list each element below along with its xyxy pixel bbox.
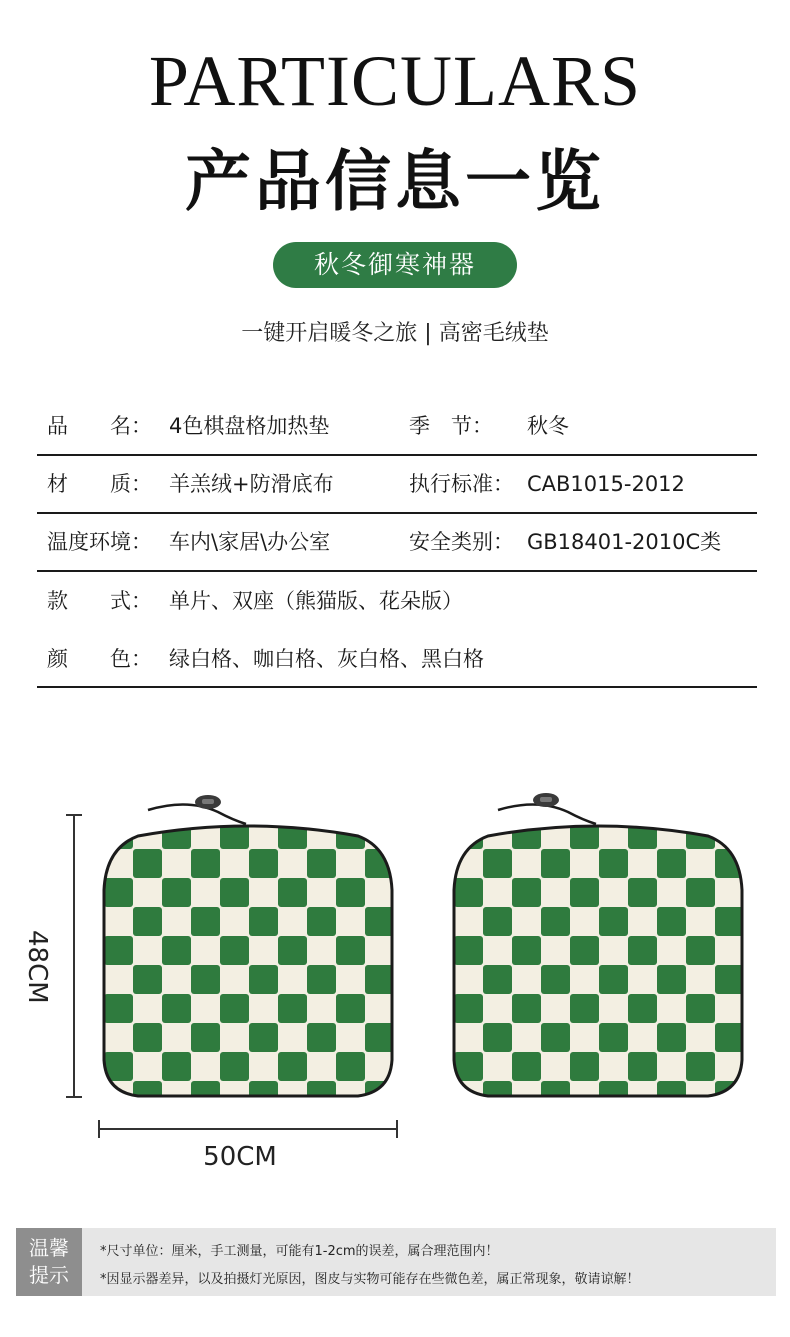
spec-key: 安全类别： [409,530,514,554]
check-square [541,1023,570,1052]
check-square [686,936,715,965]
check-square [104,820,133,849]
spec-row-environment [37,513,757,571]
check-square [278,994,307,1023]
check-square [628,878,657,907]
check-square [512,1052,541,1081]
notice-line-1: *尺寸单位：厘米，手工测量，可能有1-2cm的误差，属合理范围内！ [100,1244,499,1259]
spec-row-style [37,572,757,630]
height-label: 48CM [22,930,52,1004]
check-square [628,820,657,849]
check-square [512,820,541,849]
check-square [394,1052,398,1081]
check-square [307,1081,336,1102]
check-square [162,820,191,849]
check-square [162,936,191,965]
check-square [249,849,278,878]
check-square [599,849,628,878]
check-square [454,878,483,907]
cushion-left-image [98,790,398,1102]
check-square [336,878,365,907]
check-square [220,1052,249,1081]
check-square [715,1023,744,1052]
check-square [599,1081,628,1102]
width-dimension-line [98,1120,398,1138]
spec-row-name [37,397,757,455]
spec-key: 品 名： [47,414,152,438]
check-square [133,849,162,878]
check-square [191,907,220,936]
title-chinese: 产品信息一览 [185,143,605,220]
spec-key: 温度环境： [47,530,152,554]
check-square [220,994,249,1023]
spec-value: 单片、双座（熊猫版、花朵版） [169,589,463,613]
spec-value: 4色棋盘格加热垫 [169,414,330,438]
check-square [133,907,162,936]
check-square [249,1023,278,1052]
check-square [744,820,748,849]
spec-value: 绿白格、咖白格、灰白格、黑白格 [169,647,484,671]
spec-key: 款 式： [47,589,152,613]
spec-value: 秋冬 [527,414,569,438]
check-square [657,1023,686,1052]
check-square [541,907,570,936]
check-square [365,965,394,994]
check-square [657,849,686,878]
check-square [715,1081,744,1102]
check-square [307,849,336,878]
check-square [278,936,307,965]
spec-key: 材 质： [47,472,152,496]
check-square [162,878,191,907]
check-square [394,878,398,907]
check-square [570,1052,599,1081]
notice-tag-line: 提示 [29,1263,69,1287]
check-square [657,1081,686,1102]
check-square [394,994,398,1023]
check-square [336,936,365,965]
spec-row-material [37,455,757,513]
check-square [483,1023,512,1052]
spec-key: 颜 色： [47,647,152,671]
check-square [162,1052,191,1081]
check-square [483,907,512,936]
check-square [686,878,715,907]
check-square [628,1052,657,1081]
check-square [394,820,398,849]
check-square [715,907,744,936]
spec-value: 羊羔绒+防滑底布 [169,472,334,496]
spec-value: CAB1015-2012 [527,472,685,496]
check-square [454,936,483,965]
spec-value: 车内\家居\办公室 [169,530,331,554]
width-label: 50CM [203,1142,277,1172]
check-square [599,907,628,936]
check-square [191,1023,220,1052]
check-square [744,1052,748,1081]
check-square [133,965,162,994]
check-square [307,907,336,936]
check-square [541,849,570,878]
season-badge: 秋冬御寒神器 [273,242,517,288]
check-square [512,936,541,965]
check-square [541,1081,570,1102]
check-square [191,849,220,878]
check-square [657,907,686,936]
check-square [336,994,365,1023]
check-square [191,965,220,994]
check-square [686,1052,715,1081]
check-square [220,878,249,907]
check-square [744,936,748,965]
tagline: 一键开启暖冬之旅 | 高密毛绒垫 [241,321,549,346]
spec-key: 执行标准： [409,472,514,496]
check-square [133,1081,162,1102]
check-square [599,1023,628,1052]
check-square [744,994,748,1023]
check-square [657,965,686,994]
check-square [278,820,307,849]
check-square [394,936,398,965]
check-square [249,1081,278,1102]
cushion-right-image [448,790,748,1102]
check-square [512,994,541,1023]
spec-row-color [37,630,757,688]
notice-line-2: *因显示器差异，以及拍摄灯光原因，图皮与实物可能存在些微色差，属正常现象，敬请谅解！ [100,1272,640,1287]
check-square [307,965,336,994]
check-square [249,907,278,936]
check-square [365,907,394,936]
check-square [336,1052,365,1081]
check-square [599,965,628,994]
check-square [744,878,748,907]
check-square [104,936,133,965]
title-english: PARTICULARS [148,41,642,121]
notice-box [16,1228,776,1296]
check-square [104,878,133,907]
check-square [278,1052,307,1081]
check-square [570,878,599,907]
spec-key: 季 节： [409,414,493,438]
check-square [365,1023,394,1052]
check-square [570,936,599,965]
check-square [512,878,541,907]
check-square [133,1023,162,1052]
check-square [191,1081,220,1102]
check-square [483,965,512,994]
notice-tag [16,1228,82,1296]
check-square [483,849,512,878]
check-square [104,994,133,1023]
check-square [249,965,278,994]
check-square [570,994,599,1023]
check-square [628,936,657,965]
check-square [715,965,744,994]
divider [37,686,757,688]
check-square [454,994,483,1023]
check-square [454,820,483,849]
height-dimension-line [66,814,82,1098]
check-square [541,965,570,994]
check-square [278,878,307,907]
check-square [365,1081,394,1102]
check-square [483,1081,512,1102]
check-square [220,936,249,965]
check-square [628,994,657,1023]
check-square [686,994,715,1023]
spec-value: GB18401-2010C类 [527,530,722,554]
check-square [162,994,191,1023]
notice-tag-line: 温馨 [29,1236,69,1260]
check-square [307,1023,336,1052]
